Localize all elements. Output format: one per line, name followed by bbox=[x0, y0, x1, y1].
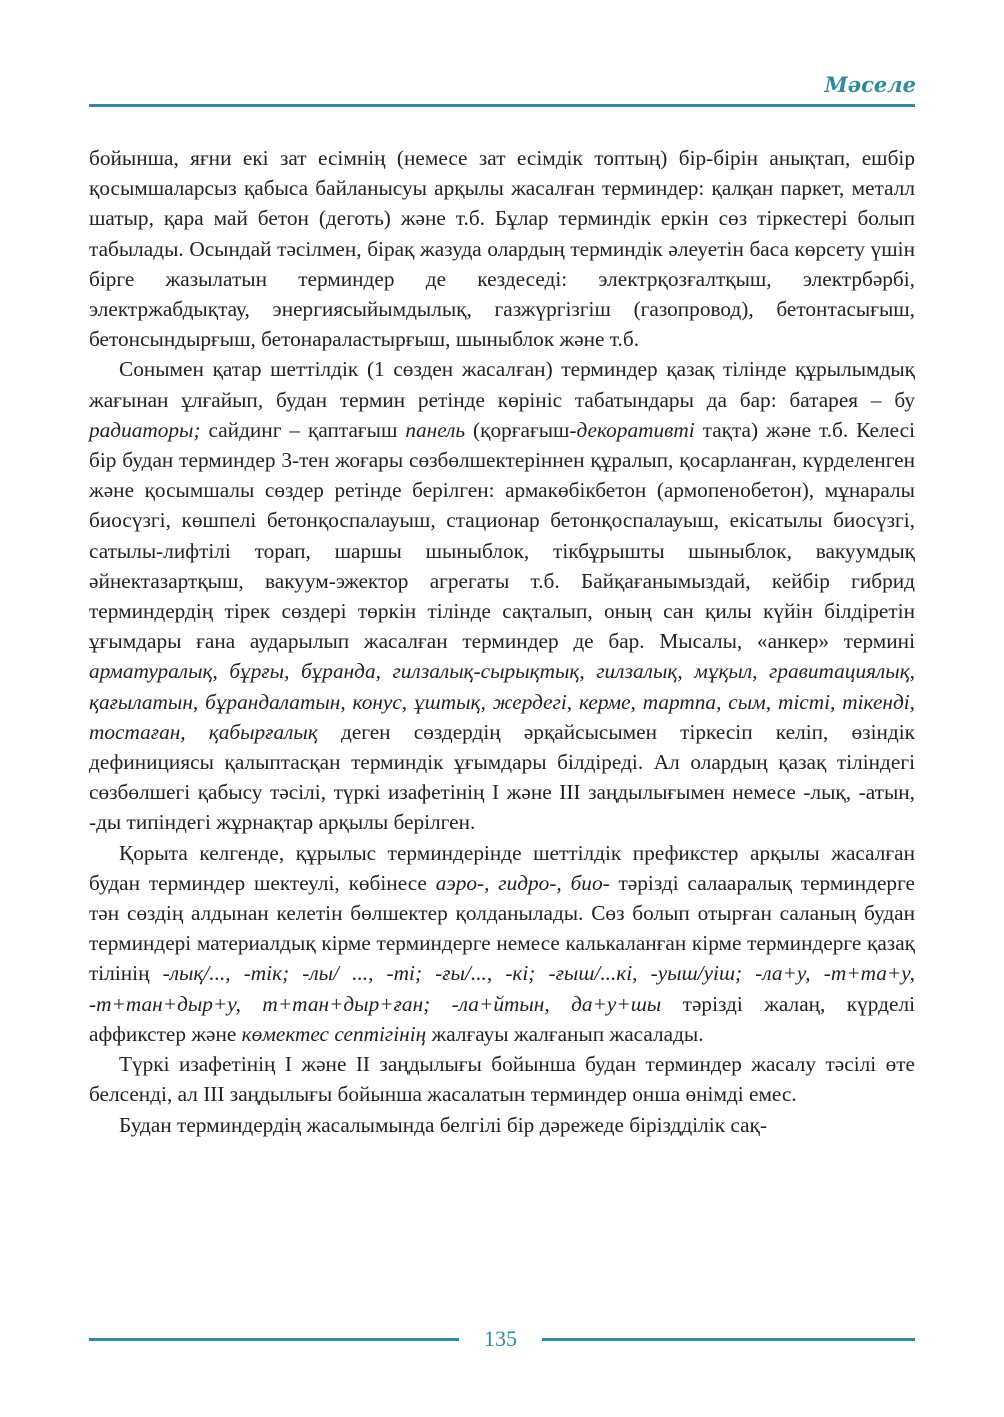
text-run: Түркі изафетінің І және ІІ заңдылығы бойынша будан терминдер жасалу тәсілі өте белсенді, ал ІІІ заңдылығы бойынша жасалатын терминдер онша өнімді емес. bbox=[89, 1052, 915, 1107]
text-run: Будан терминдердің жасалымында белгілі бір дәрежеде біріздділік сақ- bbox=[119, 1112, 767, 1137]
italic-term-list: арматуралық, бұрғы, бұранда, гилзалық-сырықтық, гилзалық, мұқыл, гравитациялық, қағылатын, бұрандалатын, конус, ұштық, жердегі, керме, тартпа, сым, тісті, тікенді, тостаған, қабырғалық bbox=[89, 659, 915, 744]
italic-term: панель bbox=[405, 417, 466, 442]
italic-term: радиаторы; bbox=[89, 417, 201, 442]
text-run: Қорыта келгенде, құрылыс терминдерінде шеттілдік префикстер арқылы жасалған будан терминдер шектеулі, көбінесе bbox=[89, 840, 915, 895]
italic-prefixes: аэро-, гидро-, био- bbox=[435, 870, 610, 895]
text-run: тәрізді салааралық терминдерге тән сөздің алдынан келетін бөлшектер қолданылады. Сөз болып отырған саланың будан терминдері материалдық кірме терминдерге немесе калькаланған кірме терминдерге қазақ тілінің bbox=[89, 870, 915, 986]
paragraph-5 bbox=[89, 1110, 915, 1140]
paragraph-4 bbox=[89, 1049, 915, 1109]
body-text bbox=[89, 143, 915, 1140]
paragraph-3 bbox=[89, 838, 915, 1049]
text-run: тақта) және т.б. Келесі бір будан терминдер 3-тен жоғары сөзбөлшектеріннен құралып, қосарланған, күрделенген және қосымшалы сөздер ретінде берілген: армакөбікбетон (армопенобетон), мұнаралы биосүзгі, көшпелі бетонқоспалауыш, стационар бетонқоспалауыш, екісатылы биосүзгі, сатылы-лифтілі торап, шаршы шыныблок, тікбұрышты шыныблок, вакуумдық әйнектазартқыш, вакуум-эжектор агрегаты т.б. Байқағанымыздай, кейбір гибрид терминдердің тірек сөздері төркін тілінде сақталып, оның сан қилы күйін білдіретін ұғымдары ғана аударылып жасалған терминдер де бар. Мысалы, «анкер» термині bbox=[89, 417, 915, 654]
text-run: бойынша, яғни екі зат есімнің (немесе зат есімдік топтың) бір-бірін анықтап, ешбір қосымшаларсыз қабыса байланысуы арқылы жасалған терминдер: қалқан паркет, металл шатыр, қара май бетон (деготь) және т.б. Бұлар терминдік еркін сөз тіркестері болып табылады. Осындай тәсілмен, бірақ жазуда олардың терминдік әлеуетін баса көрсету үшін бірге жазылатын терминдер де кездеседі: электрқозғалтқыш, электрбәрбі, электржабдықтау, энергиясыйымдылық, газжүргізгіш (газопровод), бетонтасығыш, бетонсындырғыш, бетонараластырғыш, шыныблок және т.б. bbox=[89, 146, 915, 352]
running-header-title: Мәселе bbox=[824, 72, 916, 97]
italic-term: көмектес септігінің bbox=[241, 1021, 427, 1046]
page-number: 135 bbox=[484, 1326, 517, 1351]
text-run: (қорғағыш- bbox=[465, 417, 577, 442]
footer-rule-left bbox=[89, 1338, 459, 1341]
paragraph-1 bbox=[89, 143, 915, 354]
italic-affixes: -лық/..., -тік; -лы/ ..., -ті; -ғы/..., -кі; -ғыш/...кі, -уыш/уіш; -ла+у, -т+та+у, -т+тан+дыр+у, т+тан+дыр+ған; -ла+йтын, да+у+шы bbox=[89, 961, 915, 1016]
text-run: тәрізді жалаң, күрделі аффикстер және bbox=[89, 991, 915, 1046]
text-run: Сонымен қатар шеттілдік (1 сөзден жасалған) терминдер қазақ тілінде құрылымдық жағынан ұлғайып, будан термин ретінде көрініс табатындары да бар: батарея – бу bbox=[89, 357, 915, 412]
footer-rule-right bbox=[542, 1338, 915, 1341]
text-run: сайдинг – қаптағыш bbox=[200, 417, 406, 442]
header-divider bbox=[89, 104, 915, 107]
text-run: деген сөздердің әрқайсысымен тіркесіп келіп, өзіндік дефинициясы қалыптасқан терминдік ұғымдары білдіреді. Ал олардың қазақ тіліндегі сөзбөлшегі қабысу тәсілі, түркі изафетінің І және ІІІ заңдылығымен немесе -лық, -атын, -ды типіндегі жұрнақтар арқылы берілген. bbox=[89, 719, 915, 835]
paragraph-2 bbox=[89, 354, 915, 837]
italic-term: декоративті bbox=[576, 417, 695, 442]
text-run: жалғауы жалғанып жасалады. bbox=[426, 1021, 704, 1046]
